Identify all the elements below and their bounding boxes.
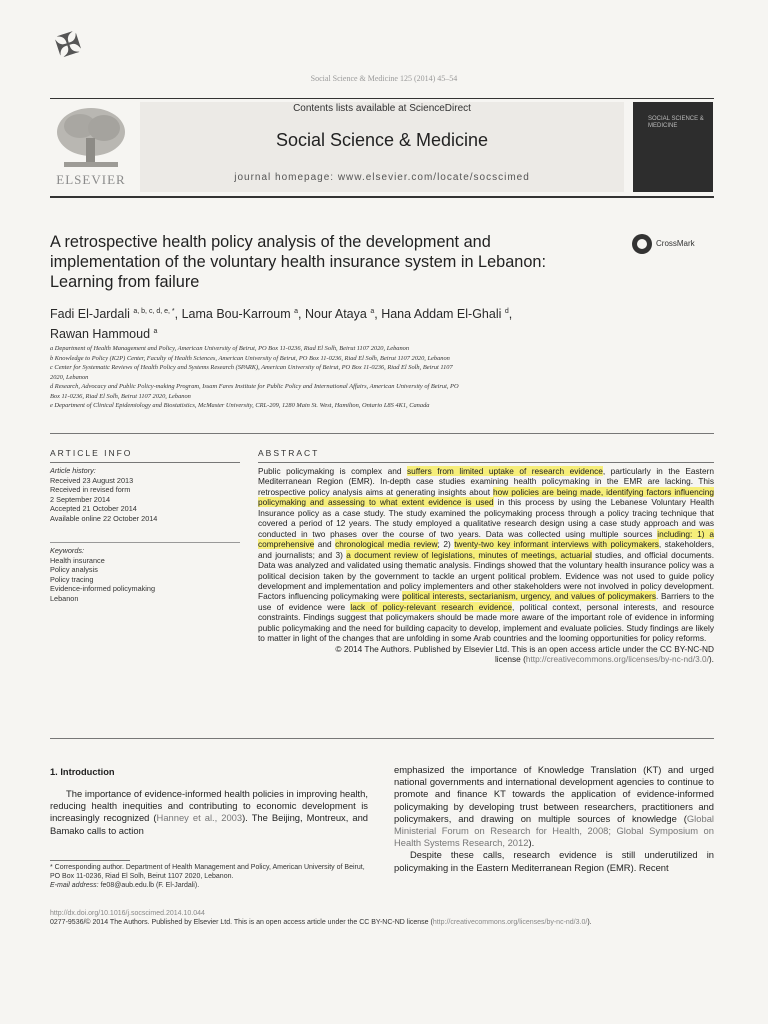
body-text: The importance of evidence-informed health policies in improving health, reducing health inequities and contributing to economic development is increasingly recognized ( xyxy=(50,788,368,824)
highlighted-text: suffers from limited uptake of research evidence xyxy=(406,466,603,476)
keyword: Evidence-informed policymaking xyxy=(50,584,156,594)
license-link[interactable]: http://creativecommons.org/licenses/by-nc-nd/3.0/ xyxy=(525,654,709,665)
keyword: Policy tracing xyxy=(50,574,94,584)
highlighted-text: twenty-two key informant interviews with policymakers xyxy=(454,539,659,550)
footer-license-link[interactable]: http://creativecommons.org/licenses/by-nc-nd/3.0/ xyxy=(432,919,588,926)
body-text: ). xyxy=(528,837,535,849)
citation-link[interactable]: Global Ministerial Forum on Research for Health, 2008; Global Symposium on Health Systems Research, 2012 xyxy=(394,812,714,849)
title-line: Learning from failure xyxy=(50,273,200,291)
elsevier-wordmark: ELSEVIER xyxy=(56,172,126,187)
affiliation-line: a Department of Health Management and Policy, American University of Beirut, PO Box 11-0236, Riad El Solh, Beirut 1107 2020, Lebanon xyxy=(50,345,410,352)
affiliation-line: c Center for Systematic Reviews of Health Policy and Systems Research (SPARK), American University of Beirut, PO Box 11-0236, Riad El Solh, Beirut 1107 xyxy=(50,364,453,371)
author-name[interactable]: Rawan Hammoud xyxy=(50,327,151,342)
body-column-left xyxy=(50,788,368,837)
header-rule-bottom xyxy=(50,196,714,198)
license-prefix: license ( xyxy=(494,654,526,665)
title-line: implementation of the voluntary health insurance system in Lebanon: xyxy=(50,253,546,271)
abstract-text: , stakeholders, and journalists; and 3) xyxy=(258,539,714,560)
abstract-rule xyxy=(258,462,714,463)
running-head: Social Science & Medicine 125 (2014) 45–54 xyxy=(310,74,458,83)
corresponding-author-footnote xyxy=(50,863,368,890)
section-heading-introduction: 1. Introduction xyxy=(50,767,115,777)
author-affil-marks: a xyxy=(153,328,158,336)
copyright-line: © 2014 The Authors. Published by Elsevier Ltd. This is an open access article under the CC BY-NC-ND xyxy=(335,643,714,654)
body-paragraph: Despite these calls, research evidence is still underutilized in policymaking in the Eastern Mediterranean Region (EMR). Recent xyxy=(394,849,714,873)
journal-title: Social Science & Medicine xyxy=(275,130,489,150)
license-line xyxy=(258,654,714,664)
abstract-text: , particularly in the Eastern Mediterranean Region (EMR). In-depth case studies examining health policymaking in the EMR are lacking. This retrospective policy analysis aims at generating insights about xyxy=(258,466,714,497)
abstract-text: Public policymaking is complex and xyxy=(258,466,407,476)
abstract-text: and xyxy=(314,539,336,550)
keywords-rule xyxy=(50,542,240,543)
title-line: A retrospective health policy analysis of the development and xyxy=(50,233,491,251)
email-label: E-mail address: xyxy=(50,882,99,889)
affiliation-rule xyxy=(50,433,714,434)
affiliation-line: Box 11-0236, Riad El Solh, Beirut 1107 2020, Lebanon xyxy=(50,392,191,400)
highlighted-text: lack of policy-relevant research evidence xyxy=(350,601,512,612)
affiliation-line: b Knowledge to Policy (K2P) Center, Faculty of Health Sciences, American University of Beirut, PO Box 11-0236, Riad El Solh, Beirut 1107 2020, Lebanon xyxy=(50,354,450,362)
issn-text: 0277-9536/© 2014 The Authors. Published by Elsevier Ltd. This is an open access article under the CC BY-NC-ND license ( xyxy=(50,919,433,926)
highlighted-text: including: 1) a comprehensive xyxy=(258,528,714,550)
history-line: 2 September 2014 xyxy=(50,494,111,504)
abstract-body xyxy=(258,466,714,665)
email-address[interactable]: fe08@aub.edu.lb (F. El-Jardali). xyxy=(100,882,200,889)
abstract-text: . Barriers to the use of evidence were xyxy=(258,591,715,612)
affiliation-line: d Research, Advocacy and Public Policy-making Program, Issam Fares Institute for Public Policy and International Affairs, American University of Beirut, PO xyxy=(50,383,459,390)
author-name[interactable]: Nour Ataya xyxy=(305,307,367,322)
cover-title: SOCIAL SCIENCE & MEDICINE xyxy=(648,116,704,129)
highlighted-text: a document review of legislations, minutes of meetings, actuarial xyxy=(346,549,592,560)
history-line: Accepted 21 October 2014 xyxy=(50,504,137,514)
author-name[interactable]: Lama Bou-Karroum xyxy=(181,307,291,322)
keywords-label: Keywords: xyxy=(50,546,85,555)
article-title xyxy=(50,232,630,292)
header-rule-top xyxy=(50,98,714,99)
author-affil-marks: a xyxy=(294,308,299,315)
history-line: Available online 22 October 2014 xyxy=(50,513,158,523)
abstract-text: , political context, personal interests, and resource constraints. Findings suggest that policymakers should be made more aware of the important role of evidence in informing public policymaking and the need for building capacity to develop, implement and evaluate policies. Study findings are likely to matter in light of the changes that are unfolding in some Arab countries and the looming opportunities for policy reforms. xyxy=(258,601,714,644)
front-matter-bottom-rule xyxy=(50,738,714,739)
keyword: Lebanon xyxy=(50,593,79,603)
keyword: Policy analysis xyxy=(50,565,98,575)
body-column-right xyxy=(394,764,714,874)
abstract-text: ; 2) xyxy=(437,539,455,550)
issn-license-line xyxy=(50,919,714,926)
affiliation-line: e Department of Clinical Epidemiology and Biostatistics, McMaster University, CRL-209, 1280 Main St. West, Hamilton, Ontario L8S 4K1, Canada xyxy=(50,402,430,409)
crossmark-label[interactable]: CrossMark xyxy=(656,239,695,248)
author-affil-marks: a xyxy=(370,308,375,315)
license-suffix: ). xyxy=(708,654,714,665)
author-name[interactable]: Hana Addam El-Ghali xyxy=(381,307,502,322)
affiliations xyxy=(50,344,650,411)
abstract-text: in this process by using the Lebanese Voluntary Health Insurance policy as a case study. The study examined the policymaking process through a policy tracing technique that covered a period of 12 years. The study employed a qualitative research design using a case study approach and was conducted in two phases over the course of two years. Data was collected using multiple sources xyxy=(258,497,714,539)
contents-available-line: Contents lists available at ScienceDirect xyxy=(293,103,471,114)
history-line: Received in revised form xyxy=(50,485,131,495)
body-paragraph xyxy=(394,764,714,849)
abstract-heading: ABSTRACT xyxy=(258,448,320,458)
article-history xyxy=(50,466,240,524)
citation-link[interactable]: Hanney et al., 2003 xyxy=(156,812,243,824)
highlighted-text: political interests, sectarianism, urgency, and values of policymakers xyxy=(402,591,656,602)
author-name[interactable]: Fadi El-Jardali xyxy=(50,307,130,322)
highlighted-text: how policies are being made, identifying factors influencing policymaking and assessing to what extent evidence is used xyxy=(258,486,714,508)
body-text: emphasized the importance of Knowledge Translation (KT) and urged national governments and international development agencies to continue to promote and finance KT towards the application of evidence-informed policymaking by developing trust between researchers, practitioners and policymakers, and drawing on multiple sources of knowledge ( xyxy=(394,764,714,824)
history-label: Article history: xyxy=(50,466,96,475)
highlighted-text: chronological media review xyxy=(335,539,438,550)
footnote-text: * Corresponding author. Department of Health Management and Policy, American University of Beirut, PO Box 11-0236, Riad El Solh, Beirut 1107 2020, Lebanon. xyxy=(50,864,365,880)
body-text: ). The Beijing, Montreux, and Bamako calls to action xyxy=(50,812,369,836)
doi-link[interactable]: http://dx.doi.org/10.1016/j.socscimed.2014.10.044 xyxy=(50,910,205,917)
abstract-text: studies, and official documents. Data was analyzed and validated using thematic analysis. Findings showed that the voluntary health insurance policy was a political decision taken by the government to tackle an urgent political problem. Evidence was not used to guide policy development and implementation and policy implementers and other stakeholders were not involved in policy development. Factors influencing policymaking were xyxy=(258,549,714,602)
issn-end: ). xyxy=(587,919,592,926)
author-list: Fadi El-Jardali $^{a, b, c, d, e, *}$, Lama Bou-Karroum $^a$, Nour Ataya $^a$, Hana Addam El-Ghali $^d$, Rawan Hammoud $^a$ xyxy=(50,307,513,342)
article-info-rule xyxy=(50,462,240,463)
author-affil-marks: a, b, c, d, e, * xyxy=(133,308,175,315)
author-affil-marks: d xyxy=(504,308,509,315)
history-line: Received 23 August 2013 xyxy=(50,475,134,485)
article-info-heading: ARTICLE INFO xyxy=(50,448,133,458)
footnote-rule xyxy=(50,860,130,861)
journal-homepage[interactable]: journal homepage: www.elsevier.com/locate/socscimed xyxy=(234,172,530,183)
affiliation-line: 2020, Lebanon xyxy=(50,373,89,381)
handwritten-pen-mark: ✠ xyxy=(51,24,86,67)
crossmark-icon-inner xyxy=(637,239,647,249)
keyword: Health insurance xyxy=(50,555,105,565)
keywords-list xyxy=(50,546,240,604)
